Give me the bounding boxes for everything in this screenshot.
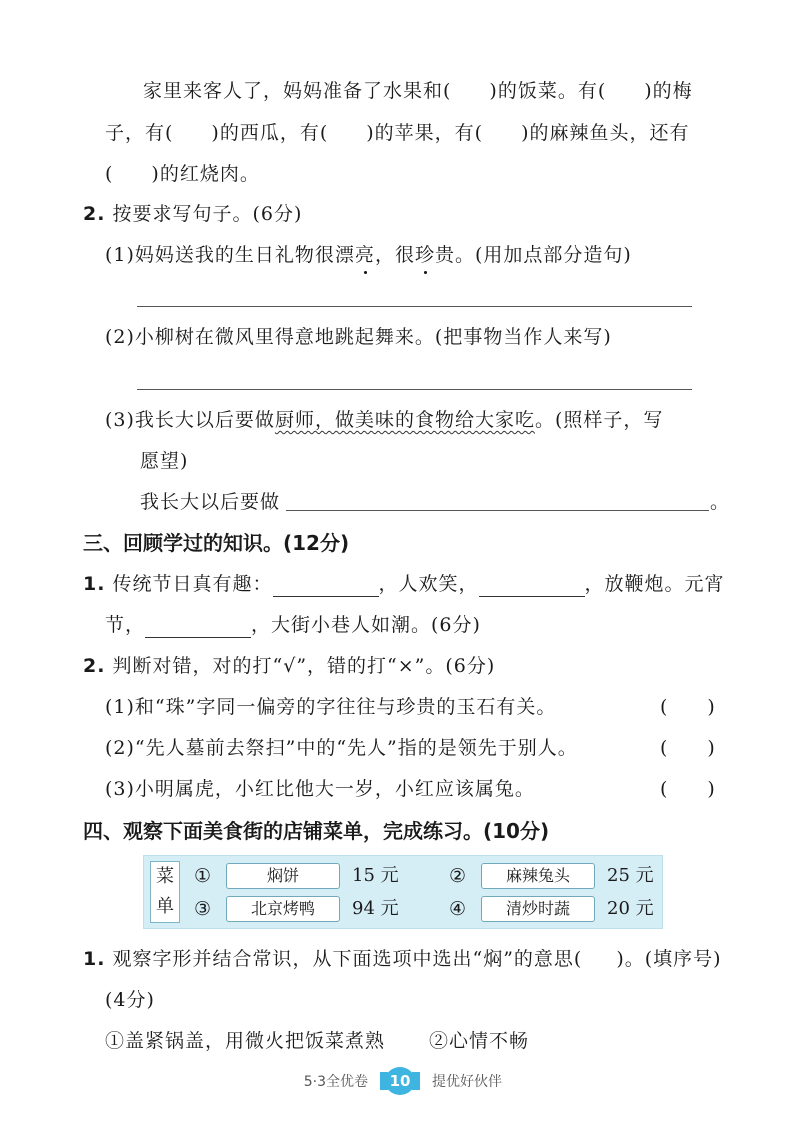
text: (3) (105, 409, 135, 431)
period: 。 (710, 491, 731, 513)
dish-name: 清炒时蔬 (481, 896, 595, 922)
passage-line-3 (105, 161, 260, 187)
q2-heading (83, 201, 302, 227)
text: 我长大以后要做 (140, 491, 281, 513)
dish-name: 北京烤鸭 (226, 896, 340, 922)
s3-q2-heading (83, 653, 495, 679)
fill-blank-3[interactable] (145, 617, 251, 638)
menu-panel (143, 855, 663, 929)
passage-line-1 (143, 78, 693, 104)
s4-q1-line-1 (83, 946, 722, 972)
dotted-char: 珍 (414, 244, 435, 266)
judge-paren-1[interactable] (660, 694, 715, 720)
text: ( (105, 163, 114, 185)
paren-close: ) (707, 778, 715, 800)
paren-close: ) (707, 696, 715, 718)
answer-line-1[interactable] (137, 306, 692, 307)
page-footer (0, 1067, 800, 1097)
q2-sentence-1 (105, 242, 632, 268)
question-number: 2. (83, 655, 106, 677)
question-title: 按要求写句子。(6分) (112, 203, 303, 225)
page-number: 10 (385, 1067, 415, 1095)
text: 子，有( (105, 122, 174, 144)
q2-sentence-3-cont: 愿望) (140, 450, 189, 472)
judge-item-2: (2)“先人墓前去祭扫”中的“先人”指的是领先于别人。 (105, 737, 578, 759)
menu-label-char: 单 (156, 896, 174, 917)
s3-q1-line-1 (83, 571, 725, 597)
item-number: ③ (194, 898, 212, 920)
fill-blank-1[interactable] (273, 576, 379, 597)
question-number: 1. (83, 948, 106, 970)
dish-price: 15 元 (352, 865, 399, 886)
s4-q1-options (105, 1028, 529, 1054)
dish-name: 焖饼 (226, 863, 340, 889)
dish-name: 麻辣兔头 (481, 863, 595, 889)
dotted-char: 亮 (354, 244, 375, 266)
answer-line-2[interactable] (137, 389, 692, 390)
wavy-underlined-text: 厨师，做美味的食物给大家吃 (274, 409, 535, 431)
paren-open: ( (660, 696, 668, 718)
paren-open: ( (660, 778, 668, 800)
item-number: ① (194, 865, 212, 887)
text: 传统节日真有趣： (112, 573, 273, 595)
text: )的西瓜，有( (211, 122, 329, 144)
question-number: 1. (83, 573, 106, 595)
judge-item-3: (3)小明属虎，小红比他大一岁，小红应该属兔。 (105, 778, 535, 800)
menu-label (150, 861, 180, 923)
text: 节， (105, 614, 146, 636)
menu-label-char: 菜 (156, 866, 174, 887)
text: ，很 (374, 244, 415, 266)
text: 家里来客人了，妈妈准备了水果和( (143, 80, 452, 102)
text: ，人欢笑， (378, 573, 479, 595)
option-1: ①盖紧锅盖，用微火把饭菜煮熟 (105, 1030, 386, 1052)
text: 我长大以后要做 (134, 409, 275, 431)
option-2: ②心情不畅 (429, 1030, 530, 1052)
q2-sentence-3 (105, 407, 663, 433)
judge-item-1: (1)和“珠”字同一偏旁的字往往与珍贵的玉石有关。 (105, 696, 557, 718)
question-number: 2. (83, 203, 106, 225)
judge-paren-3[interactable] (660, 776, 715, 802)
text: )的麻辣鱼头，还有 (521, 122, 690, 144)
q2-sentence-3-prompt (140, 489, 280, 515)
text: 贵。(用加点部分造句) (434, 244, 632, 266)
dish-price: 20 元 (607, 898, 654, 919)
paren-close: ) (707, 737, 715, 759)
text: )的红烧肉。 (151, 163, 260, 185)
text: 观察字形并结合常识，从下面选项中选出“焖”的意思( (112, 948, 583, 970)
paren-open: ( (660, 737, 668, 759)
question-title: 判断对错，对的打“√”，错的打“×”。(6分) (112, 655, 496, 677)
text: )的苹果，有( (366, 122, 484, 144)
item-number: ④ (449, 898, 467, 920)
section-4-title: 四、观察下面美食街的店铺菜单，完成练习。(10分) (83, 819, 550, 843)
footer-brand: 5·3全优卷 (303, 1074, 368, 1090)
fill-blank-2[interactable] (479, 576, 585, 597)
footer-slogan: 提优好伙伴 (432, 1074, 502, 1090)
judge-paren-2[interactable] (660, 735, 715, 761)
s3-q1-line-2 (105, 612, 481, 638)
passage-line-2 (105, 120, 690, 146)
text: ，大街小巷人如潮。(6分) (251, 614, 481, 636)
dish-price: 94 元 (352, 898, 399, 919)
section-3-title: 三、回顾学过的知识。(12分) (83, 531, 350, 555)
text: ，放鞭炮。元宵 (584, 573, 725, 595)
text: )的梅 (644, 80, 693, 102)
q2-sentence-2: (2)小柳树在微风里得意地跳起舞来。(把事物当作人来写) (105, 326, 612, 348)
dish-price: 25 元 (607, 865, 654, 886)
item-number: ② (449, 865, 467, 887)
s4-q1-points: (4分) (105, 989, 155, 1011)
text: )的饭菜。有( (489, 80, 607, 102)
text: (1)妈妈送我的生日礼物很漂 (105, 244, 355, 266)
text: )。(填序号) (616, 948, 722, 970)
text: 。(照样子，写 (534, 409, 664, 431)
answer-line-3[interactable] (286, 510, 709, 511)
